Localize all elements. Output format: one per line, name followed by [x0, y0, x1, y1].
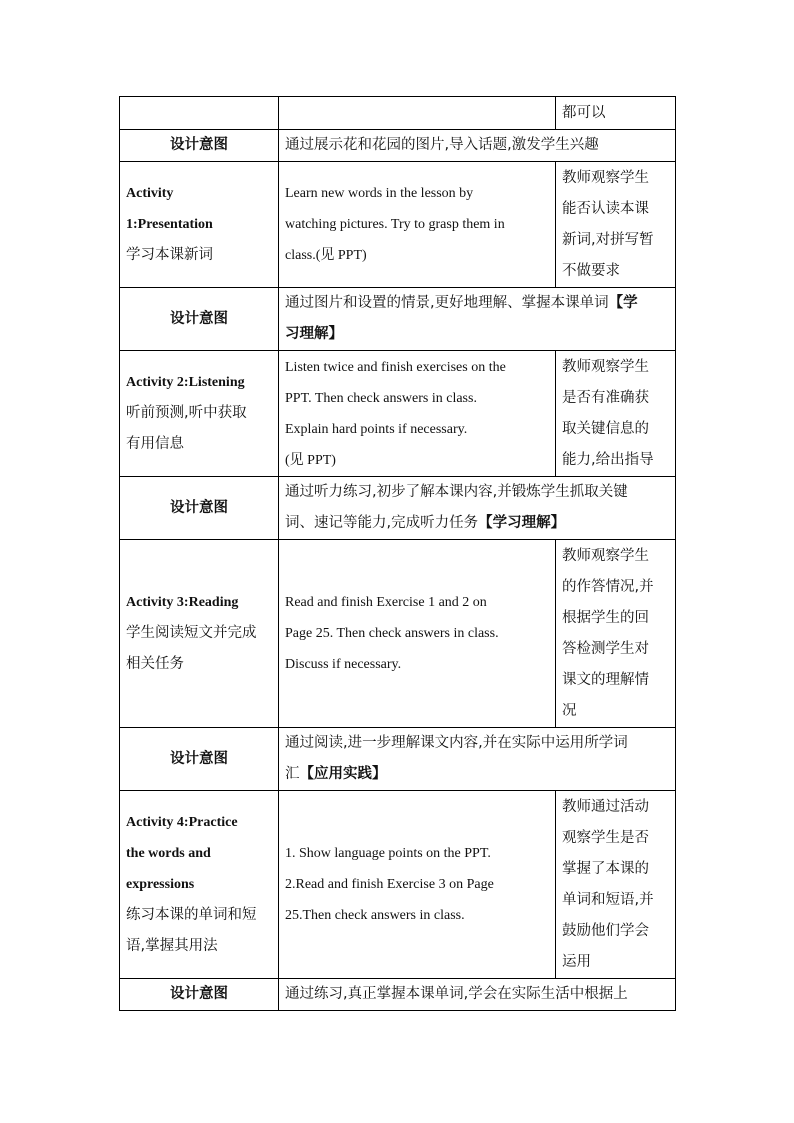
activity-title-cell: [120, 351, 279, 477]
assess-line: 能力,给出指导: [562, 451, 654, 468]
table-row: [120, 540, 676, 728]
assess-line: 观察学生是否: [562, 829, 649, 846]
intent-text-cell: [279, 288, 676, 351]
desc-line: 2.Read and finish Exercise 3 on Page: [285, 877, 494, 892]
desc-line: Listen twice and finish exercises on the: [285, 359, 506, 375]
activity-subtitle: 学生阅读短文并完成: [126, 625, 257, 641]
cell-empty: [120, 97, 279, 130]
intent-text-cell: [279, 477, 676, 540]
assess-line: 教师观察学生: [562, 169, 649, 186]
activity-title-cell: [120, 791, 279, 979]
intent-line: [285, 759, 669, 790]
assessment-cell: [556, 540, 676, 728]
assess-line: 鼓励他们学会: [562, 922, 649, 939]
activity-title: Activity 2:Listening: [126, 375, 245, 390]
intent-line: [285, 288, 669, 319]
assess-line: 新词,对拼写暂: [562, 231, 654, 248]
desc-line: Read and finish Exercise 1 and 2 on: [285, 595, 487, 610]
desc-line: class.(见 PPT): [285, 248, 367, 263]
assess-line: 课文的理解情: [562, 671, 649, 688]
cell-empty: [279, 97, 556, 130]
activity-subtitle: 有用信息: [126, 436, 184, 452]
intent-tag: 【学习理解】: [478, 515, 566, 531]
assessment-cell: 都可以: [556, 97, 676, 130]
activity-subtitle: 练习本课的单词和短: [126, 907, 257, 923]
activity-desc-cell: [279, 351, 556, 477]
activity-title: the words and: [126, 846, 211, 861]
desc-line: PPT. Then check answers in class.: [285, 390, 477, 406]
assessment-cell: [556, 791, 676, 979]
table-row: [120, 351, 676, 477]
desc-line: 1. Show language points on the PPT.: [285, 846, 491, 861]
table-row: [120, 162, 676, 288]
assess-line: 况: [562, 702, 577, 719]
intent-line: 通过阅读,进一步理解课文内容,并在实际中运用所学词: [285, 735, 628, 751]
activity-title: Activity 4:Practice: [126, 815, 238, 830]
assess-line: 教师通过活动: [562, 798, 649, 815]
activity-desc-cell: [279, 540, 556, 728]
activity-title-cell: [120, 540, 279, 728]
assess-line: 教师观察学生: [562, 547, 649, 564]
activity-title-cell: [120, 162, 279, 288]
intent-label: 设计意图: [120, 477, 279, 540]
intent-text: 通过练习,真正掌握本课单词,学会在实际生活中根据上: [279, 979, 676, 1011]
intent-label: 设计意图: [120, 288, 279, 351]
activity-subtitle: 听前预测,听中获取: [126, 405, 247, 421]
desc-line: (见 PPT): [285, 452, 336, 468]
intent-label: 设计意图: [120, 130, 279, 162]
activity-title: Activity: [126, 186, 174, 201]
desc-line: Discuss if necessary.: [285, 657, 402, 672]
intent-text: 通过展示花和花园的图片,导入话题,激发学生兴趣: [279, 130, 676, 162]
intent-text: 汇: [285, 766, 300, 782]
desc-line: Page 25. Then check answers in class.: [285, 626, 499, 641]
intent-tag: 【应用实践】: [299, 766, 387, 782]
assess-line: 能否认读本课: [562, 200, 649, 217]
lesson-plan-table: [119, 96, 676, 1011]
table-row: [120, 477, 676, 540]
assessment-cell: [556, 351, 676, 477]
intent-label: 设计意图: [120, 979, 279, 1011]
activity-title: 1:Presentation: [126, 217, 213, 232]
activity-subtitle: 学习本课新词: [126, 247, 213, 263]
desc-line: watching pictures. Try to grasp them in: [285, 217, 505, 232]
assess-line: 掌握了本课的: [562, 860, 649, 877]
intent-label: 设计意图: [120, 728, 279, 791]
activity-subtitle: 相关任务: [126, 656, 184, 672]
assess-line: 根据学生的回: [562, 609, 649, 626]
desc-line: Learn new words in the lesson by: [285, 186, 474, 201]
assessment-cell: [556, 162, 676, 288]
intent-text-cell: [279, 728, 676, 791]
intent-text: 词、速记等能力,完成听力任务: [285, 515, 479, 531]
assess-line: 是否有准确获: [562, 389, 649, 406]
activity-title: Activity 3:Reading: [126, 595, 239, 610]
desc-line: Explain hard points if necessary.: [285, 421, 468, 437]
activity-subtitle: 语,掌握其用法: [126, 938, 218, 954]
assess-line: 单词和短语,并: [562, 891, 654, 908]
assess-line: 教师观察学生: [562, 358, 649, 375]
assess-line: 运用: [562, 953, 591, 970]
intent-line: 通过听力练习,初步了解本课内容,并锻炼学生抓取关键: [285, 484, 628, 500]
assess-line: 的作答情况,并: [562, 578, 654, 595]
assess-line: 不做要求: [562, 262, 620, 279]
assess-line: 取关键信息的: [562, 420, 649, 437]
table-row: [120, 130, 676, 162]
activity-desc-cell: [279, 791, 556, 979]
table-row: [120, 288, 676, 351]
table-row: [120, 97, 676, 130]
intent-text: 通过图片和设置的情景,更好地理解、掌握本课单词: [285, 295, 609, 311]
activity-desc-cell: [279, 162, 556, 288]
table-row: [120, 791, 676, 979]
intent-tag: 习理解】: [285, 326, 343, 342]
table-row: [120, 979, 676, 1011]
activity-title: expressions: [126, 877, 195, 892]
desc-line: 25.Then check answers in class.: [285, 908, 465, 923]
intent-tag: 【学: [608, 295, 638, 311]
intent-line: [285, 508, 669, 539]
table-row: [120, 728, 676, 791]
assess-line: 答检测学生对: [562, 640, 649, 657]
